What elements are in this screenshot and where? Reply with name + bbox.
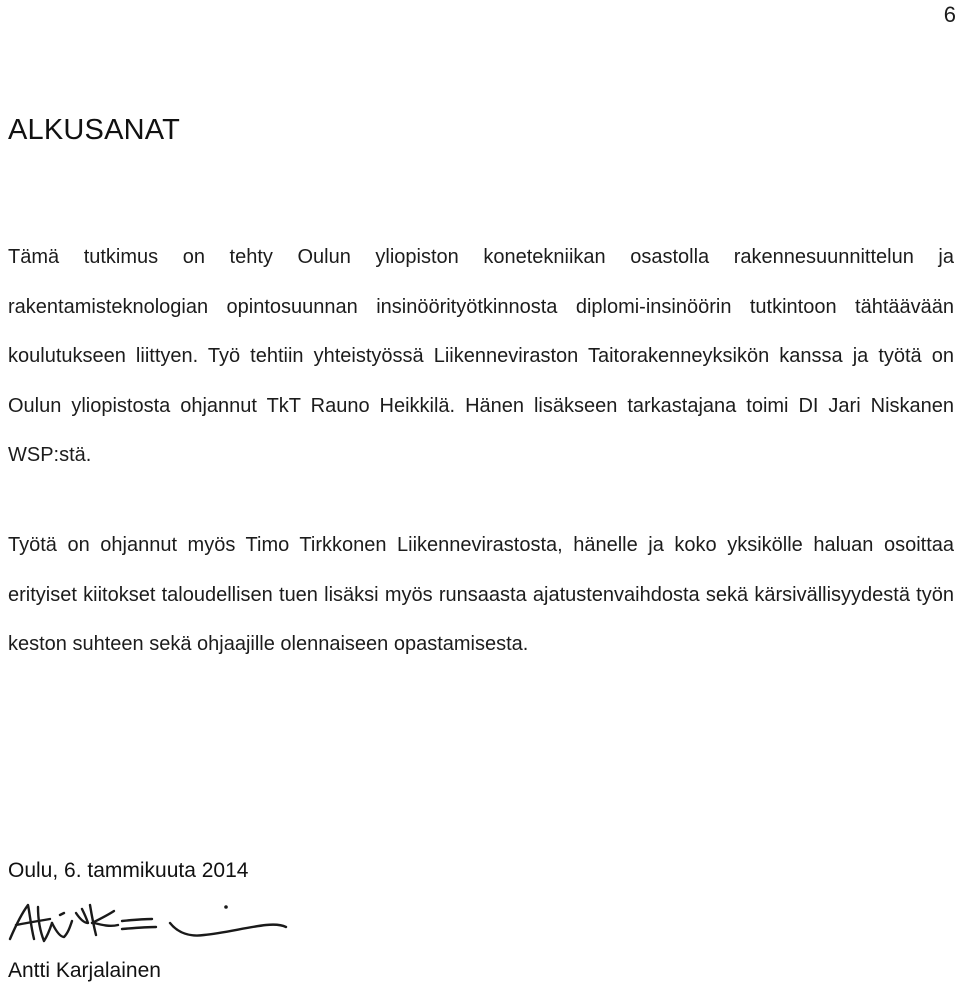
page-number: 6 <box>943 2 956 27</box>
page-title: ALKUSANAT <box>8 114 181 146</box>
handwritten-signature <box>4 893 294 951</box>
place-and-date: Oulu, 6. tammikuuta 2014 <box>8 859 249 882</box>
paragraph-acknowledgements: Työtä on ohjannut myös Timo Tirkkonen Liikennevirastosta, hänelle ja koko yksikölle haluan osoittaa erityiset kiitokset taloudellisen tuen lisäksi myös runsaasta ajatustenvaihdosta sekä kärsivällisyydestä työn keston suhteen sekä ohjaajille olennaiseen opastamisesta. <box>8 534 954 656</box>
signer-name: Antti Karjalainen <box>8 959 161 982</box>
paragraph-intro: Tämä tutkimus on tehty Oulun yliopiston konetekniikan osastolla rakennesuunnittelun ja rakentamisteknologian opintosuunnan insinöörityötkinnosta diplomi-insinöörin tutkintoon tähtäävään koulutukseen liittyen. Työ tehtiin yhteistyössä Liikenneviraston Taitorakenneyksikön kanssa ja työtä on Oulun yliopistosta ohjannut TkT Rauno Heikkilä. Hänen lisäkseen tarkastajana toimi DI Jari Niskanen WSP:stä. <box>8 246 954 467</box>
